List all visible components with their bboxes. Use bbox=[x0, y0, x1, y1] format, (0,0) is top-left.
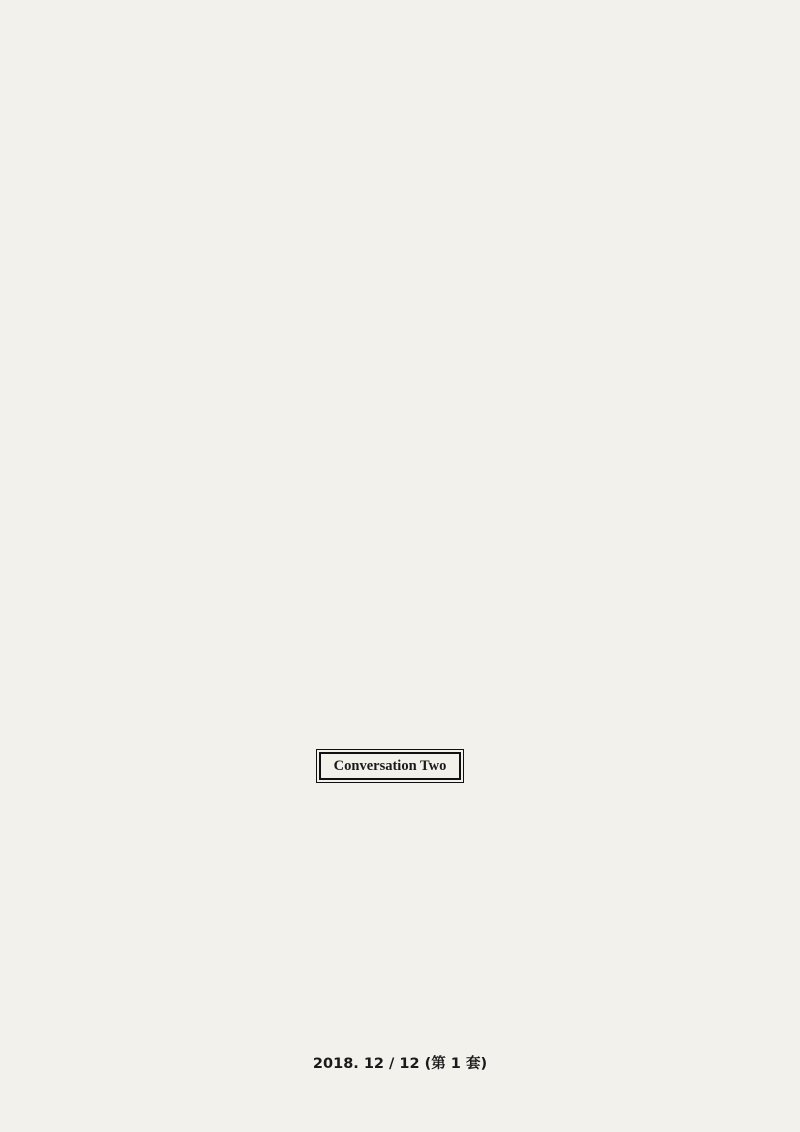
conversation-two-title: Conversation Two bbox=[319, 752, 461, 780]
page-footer: 2018. 12 / 12 (第 1 套) bbox=[312, 1056, 488, 1072]
